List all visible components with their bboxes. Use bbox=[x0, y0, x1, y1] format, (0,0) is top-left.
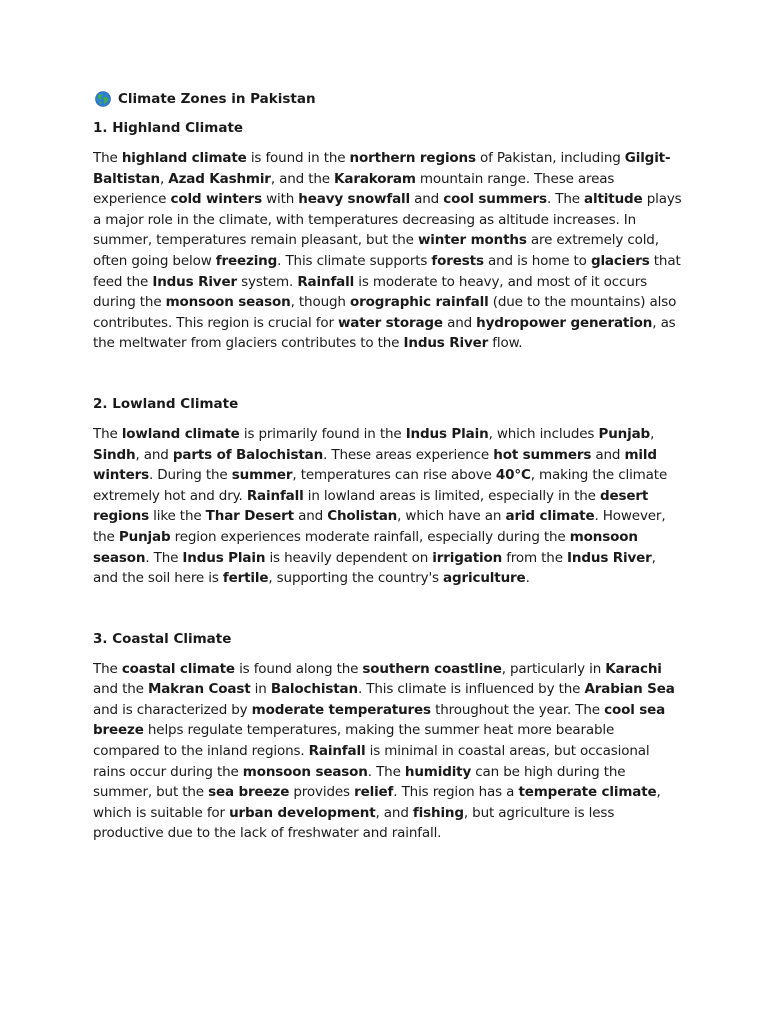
text-run: and is characterized by bbox=[93, 701, 252, 718]
text-run: with bbox=[261, 191, 299, 208]
text-run: is moderate to heavy, and most of it occurs during the bbox=[93, 273, 648, 311]
text-run: , temperatures can rise above bbox=[292, 467, 496, 484]
text-run: that feed the bbox=[93, 252, 681, 290]
text-run: and bbox=[591, 446, 625, 463]
bold-term: Rainfall bbox=[246, 487, 304, 504]
text-run: and bbox=[442, 314, 477, 331]
text-run: , though bbox=[290, 294, 350, 311]
bold-term: parts of Balochistan bbox=[172, 446, 324, 463]
bold-term: Sindh bbox=[93, 446, 136, 463]
text-run: are extremely cold, often going below bbox=[93, 232, 659, 269]
bold-term: Rainfall bbox=[297, 273, 355, 290]
text-run: , which is suitable for bbox=[93, 784, 661, 821]
bold-term: monsoon season bbox=[165, 294, 291, 311]
bold-term: irrigation bbox=[432, 549, 503, 566]
bold-term: Punjab bbox=[118, 528, 171, 545]
section-heading-highland: 1. Highland Climate bbox=[93, 120, 244, 136]
text-run: is found in the bbox=[246, 150, 350, 166]
text-run: . However, the bbox=[93, 508, 666, 545]
bold-term: Cholistan bbox=[327, 508, 398, 525]
bold-term: heavy snowfall bbox=[298, 191, 410, 208]
text-run: , bbox=[159, 170, 169, 187]
bold-term: fertile bbox=[222, 570, 269, 587]
bold-term: Karakoram bbox=[334, 170, 416, 187]
bold-term: winter months bbox=[417, 232, 527, 249]
bold-term: summer bbox=[231, 467, 293, 484]
bold-term: Indus Plain bbox=[182, 549, 266, 566]
text-run: throughout the year. The bbox=[430, 701, 605, 718]
bold-term: moderate temperatures bbox=[251, 701, 431, 718]
bold-term: Rainfall bbox=[308, 743, 366, 760]
bold-term: hot summers bbox=[493, 446, 592, 463]
bold-term: cold winters bbox=[170, 191, 262, 208]
text-run: . This climate is influenced by the bbox=[357, 681, 585, 698]
text-run: , supporting the country's bbox=[268, 570, 444, 587]
bold-term: forests bbox=[431, 252, 484, 269]
text-run: provides bbox=[289, 784, 355, 801]
bold-term: coastal climate bbox=[121, 660, 235, 677]
text-run: , which includes bbox=[488, 425, 599, 442]
bold-term: humidity bbox=[404, 763, 472, 780]
section-paragraph-coastal bbox=[93, 659, 683, 844]
text-run: . bbox=[525, 570, 530, 587]
document-title bbox=[93, 88, 683, 110]
document-title-text: Climate Zones in Pakistan bbox=[118, 91, 316, 107]
text-run: , and bbox=[375, 804, 413, 821]
text-run: is heavily dependent on bbox=[265, 549, 433, 566]
text-run: The bbox=[93, 150, 122, 166]
bold-term: northern regions bbox=[349, 150, 476, 166]
text-run: , but agriculture is less productive due to the lack of freshwater and rainfall. bbox=[93, 804, 615, 842]
text-run: system. bbox=[236, 273, 298, 290]
bold-term: agriculture bbox=[443, 570, 526, 587]
text-run: The bbox=[93, 425, 122, 442]
bold-term: orographic rainfall bbox=[349, 294, 489, 311]
bold-term: Indus River bbox=[403, 335, 489, 352]
bold-term: 40°C bbox=[495, 467, 531, 484]
text-run: . The bbox=[546, 191, 585, 208]
text-run: (due to the mountains) also contributes. This region is crucial for bbox=[93, 294, 677, 331]
text-run: . This region has a bbox=[393, 784, 519, 801]
bold-term: lowland climate bbox=[121, 425, 240, 442]
text-run: , which have an bbox=[397, 508, 506, 525]
text-run: can be high during the summer, but the bbox=[93, 763, 626, 801]
bold-term: freezing bbox=[215, 252, 278, 269]
bold-term: mild winters bbox=[93, 446, 657, 484]
section-heading-coastal: 3. Coastal Climate bbox=[93, 630, 232, 647]
bold-term: glaciers bbox=[590, 252, 650, 269]
bold-term: temperate climate bbox=[518, 784, 657, 801]
text-run: , and the bbox=[270, 170, 335, 187]
text-run: region experiences moderate rainfall, especially during the bbox=[170, 528, 570, 545]
bold-term: Azad Kashmir bbox=[168, 170, 271, 187]
bold-term: arid climate bbox=[505, 508, 595, 525]
bold-term: Arabian Sea bbox=[584, 681, 675, 698]
bold-term: Indus River bbox=[152, 273, 237, 290]
text-run: The bbox=[93, 660, 122, 677]
text-run: flow. bbox=[488, 335, 523, 352]
bold-term: altitude bbox=[584, 191, 643, 208]
bold-term: sea breeze bbox=[208, 784, 290, 801]
bold-term: Indus Plain bbox=[405, 425, 489, 442]
globe-icon bbox=[95, 91, 111, 107]
bold-term: cool summers bbox=[443, 191, 547, 208]
bold-term: monsoon season bbox=[93, 528, 638, 566]
bold-term: Thar Desert bbox=[205, 508, 294, 525]
bold-term: fishing bbox=[412, 804, 464, 821]
bold-term: urban development bbox=[229, 804, 376, 821]
text-run: , making the climate extremely hot and dry. bbox=[93, 467, 668, 504]
section-heading-lowland: 2. Lowland Climate bbox=[93, 395, 239, 412]
text-run: , bbox=[650, 425, 655, 442]
bold-term: desert regions bbox=[93, 487, 649, 525]
text-run: plays a major role in the climate, with temperatures decreasing as altitude increases. In summer, temperatures remain pleasant, but the bbox=[93, 191, 682, 249]
bold-term: relief bbox=[354, 784, 394, 801]
text-run: and the bbox=[93, 681, 148, 698]
text-run: , particularly in bbox=[501, 660, 606, 677]
text-run: . This climate supports bbox=[277, 252, 432, 269]
text-run: , and bbox=[135, 446, 173, 463]
text-run: in bbox=[250, 681, 271, 698]
bold-term: Makran Coast bbox=[147, 681, 251, 698]
text-run: from the bbox=[502, 549, 568, 566]
text-run: of Pakistan, including bbox=[475, 150, 625, 166]
text-run: is found along the bbox=[234, 660, 363, 677]
bold-term: highland climate bbox=[121, 150, 247, 166]
section-paragraph-lowland bbox=[93, 424, 683, 589]
text-run: and bbox=[293, 508, 328, 525]
text-run: in lowland areas is limited, especially in the bbox=[303, 487, 600, 504]
bold-term: southern coastline bbox=[362, 660, 502, 677]
bold-term: Punjab bbox=[598, 425, 651, 442]
bold-term: Balochistan bbox=[270, 681, 358, 698]
text-run: and is home to bbox=[483, 252, 591, 269]
section-paragraph-highland bbox=[93, 148, 683, 354]
text-run: . The bbox=[367, 763, 405, 780]
text-run: is primarily found in the bbox=[239, 425, 406, 442]
text-run: like the bbox=[148, 508, 206, 525]
bold-term: monsoon season bbox=[242, 763, 368, 780]
text-run: helps regulate temperatures, making the summer heat more bearable compared to the inland regions. bbox=[93, 722, 615, 760]
bold-term: water storage bbox=[337, 314, 443, 331]
bold-term: cool sea breeze bbox=[93, 701, 666, 739]
text-run: . The bbox=[145, 549, 183, 566]
text-run: , as the meltwater from glaciers contributes to the bbox=[93, 314, 676, 352]
text-run: . During the bbox=[148, 467, 232, 484]
text-run: and bbox=[410, 191, 444, 208]
document-page bbox=[93, 88, 683, 844]
bold-term: Gilgit-Baltistan bbox=[93, 150, 671, 187]
bold-term: hydropower generation bbox=[476, 314, 653, 331]
bold-term: Indus River bbox=[567, 549, 652, 566]
text-run: mountain range. These areas experience bbox=[93, 170, 615, 208]
bold-term: Karachi bbox=[605, 660, 662, 677]
text-run: , and the soil here is bbox=[93, 549, 656, 587]
text-run: . These areas experience bbox=[323, 446, 494, 463]
text-run: is minimal in coastal areas, but occasional rains occur during the bbox=[93, 743, 650, 780]
